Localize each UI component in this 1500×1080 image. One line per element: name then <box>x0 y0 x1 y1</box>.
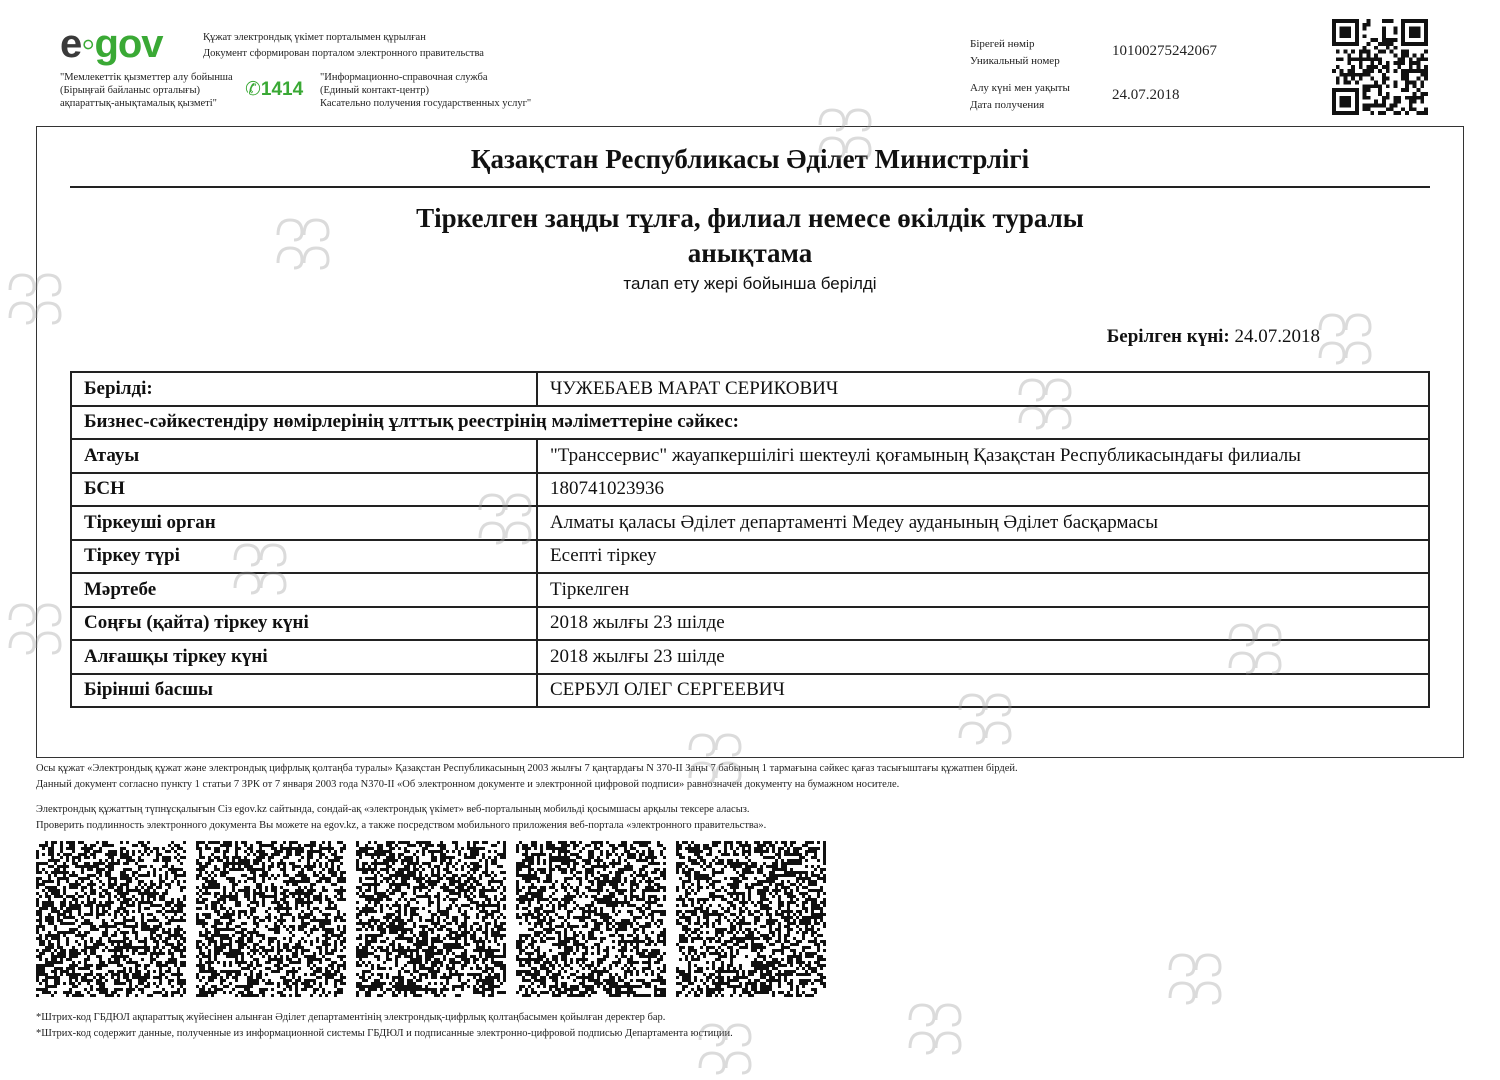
qr-code <box>1332 19 1428 115</box>
row-value: Есепті тіркеу <box>537 540 1429 574</box>
ornament-watermark <box>225 530 295 600</box>
row-value: СЕРБУЛ ОЛЕГ СЕРГЕЕВИЧ <box>537 674 1429 708</box>
row-value: 2018 жылғы 23 шілде <box>537 640 1429 674</box>
unique-number: 10100275242067 <box>1112 43 1217 60</box>
title-divider <box>70 186 1430 188</box>
issued-date-value: 24.07.2018 <box>1235 326 1321 347</box>
date-label-ru: Дата получения <box>970 98 1044 112</box>
ornament-watermark <box>810 95 880 165</box>
issued-date-label: Берілген күні: <box>1107 326 1230 347</box>
ornament-watermark <box>690 1010 760 1080</box>
registry-header: Бизнес-сәйкестендіру нөмірлерінің ұлттық реестрінің мәліметтеріне сәйкес: <box>71 406 1429 440</box>
table-row <box>71 372 1429 406</box>
row-label: БСН <box>71 473 537 507</box>
issued-to-value: ЧУЖЕБАЕВ МАРАТ СЕРИКОВИЧ <box>537 372 1429 406</box>
phone-icon: ✆ <box>245 79 261 100</box>
egov-logo: e◦gov <box>60 22 180 66</box>
receipt-date: 24.07.2018 <box>1112 87 1180 104</box>
unique-number-label-kz: Бірегей нөмір <box>970 37 1035 51</box>
date-label-kz: Алу күні мен уақыты <box>970 81 1070 95</box>
document-subtitle: талап ету жері бойынша берілді <box>36 274 1464 294</box>
document-title: Тіркелген заңды тұлға, филиал немесе өкілдік туралы анықтама <box>36 201 1464 271</box>
portal-note-kz: Құжат электрондық үкімет порталымен құрылған <box>203 31 426 44</box>
ornament-watermark <box>0 260 70 330</box>
ornament-watermark <box>1160 940 1230 1010</box>
row-label: Тіркеу түрі <box>71 540 537 574</box>
unique-number-label-ru: Уникальный номер <box>970 54 1060 68</box>
ornament-watermark <box>470 480 540 550</box>
issued-date-line <box>1107 326 1320 348</box>
signature-barcodes <box>36 841 836 997</box>
table-row <box>71 473 1429 507</box>
row-label: Бірінші басшы <box>71 674 537 708</box>
row-value: Тіркелген <box>537 573 1429 607</box>
issued-to-label: Берілді: <box>71 372 537 406</box>
portal-note-ru: Документ сформирован порталом электронного правительства <box>203 47 484 60</box>
barcode-note-ru: *Штрих-код содержит данные, полученные из информационной системы ГБДЮЛ и подписанные электронно-цифровой подписью Департамента юстиции. <box>36 1027 733 1040</box>
row-label: Атауы <box>71 439 537 473</box>
ornament-watermark <box>1220 610 1290 680</box>
table-row <box>71 406 1429 440</box>
legal-note-kz: Осы құжат «Электрондық құжат және электрондық цифрлық қолтаңба туралы» Қазақстан Республикасының 2003 жылғы 7 қаңтардағы N 370-II Заңы 7 бабының 1 тармағына сәйкес қағаз тасығыштағы құжатпен бірдей. <box>36 762 1018 775</box>
legal-note-ru: Данный документ согласно пункту 1 статьи 7 ЗРК от 7 января 2003 года N370-II «Об электронном документе и электронной цифровой подписи» равнозначен документу на бумажном носителе. <box>36 778 899 791</box>
service-note-ru: "Информационно-справочная служба (Единый контакт-центр) Касательно получения государственных услуг" <box>320 71 560 110</box>
table-row <box>71 439 1429 473</box>
verify-note-kz: Электрондық құжаттың түпнұсқалығын Сіз egov.kz сайтында, сондай-ақ «электрондық үкімет» веб-порталының мобильді қосымшасы арқылы тексере аласыз. <box>36 803 750 816</box>
service-note-kz: "Мемлекеттік қызметтер алу бойынша (Бірыңғай байланыс орталығы) ақпараттық-анықтамалық қызметі" <box>60 71 245 110</box>
ornament-watermark <box>900 990 970 1060</box>
phone-number: ✆1414 <box>245 78 303 101</box>
row-value: 180741023936 <box>537 473 1429 507</box>
ornament-watermark <box>0 590 70 660</box>
verify-note-ru: Проверить подлинность электронного документа Вы можете на egov.kz, а также посредством мобильного приложения веб-портала «электронного правительства». <box>36 819 766 832</box>
row-label: Соңғы (қайта) тіркеу күні <box>71 607 537 641</box>
ornament-watermark <box>268 205 338 275</box>
ornament-watermark <box>1010 365 1080 435</box>
row-label: Тіркеуші орган <box>71 506 537 540</box>
row-label: Мәртебе <box>71 573 537 607</box>
ministry-title: Қазақстан Республикасы Әділет Министрлігі <box>36 144 1464 175</box>
row-value: 2018 жылғы 23 шілде <box>537 607 1429 641</box>
row-label: Алғашқы тіркеу күні <box>71 640 537 674</box>
ornament-watermark <box>1310 300 1380 370</box>
row-value: "Транссервис" жауапкершілігі шектеулі қоғамының Қазақстан Республикасындағы филиалы <box>537 439 1429 473</box>
ornament-watermark <box>950 680 1020 750</box>
row-value: Алматы қаласы Әділет департаменті Медеу ауданының Әділет басқармасы <box>537 506 1429 540</box>
ornament-watermark <box>680 720 750 790</box>
barcode-note-kz: *Штрих-код ГБДЮЛ ақпараттық жүйесінен алынған Әділет департаментінің электрондық-цифрлық қолтаңбасымен қойылған деректер бар. <box>36 1011 665 1024</box>
